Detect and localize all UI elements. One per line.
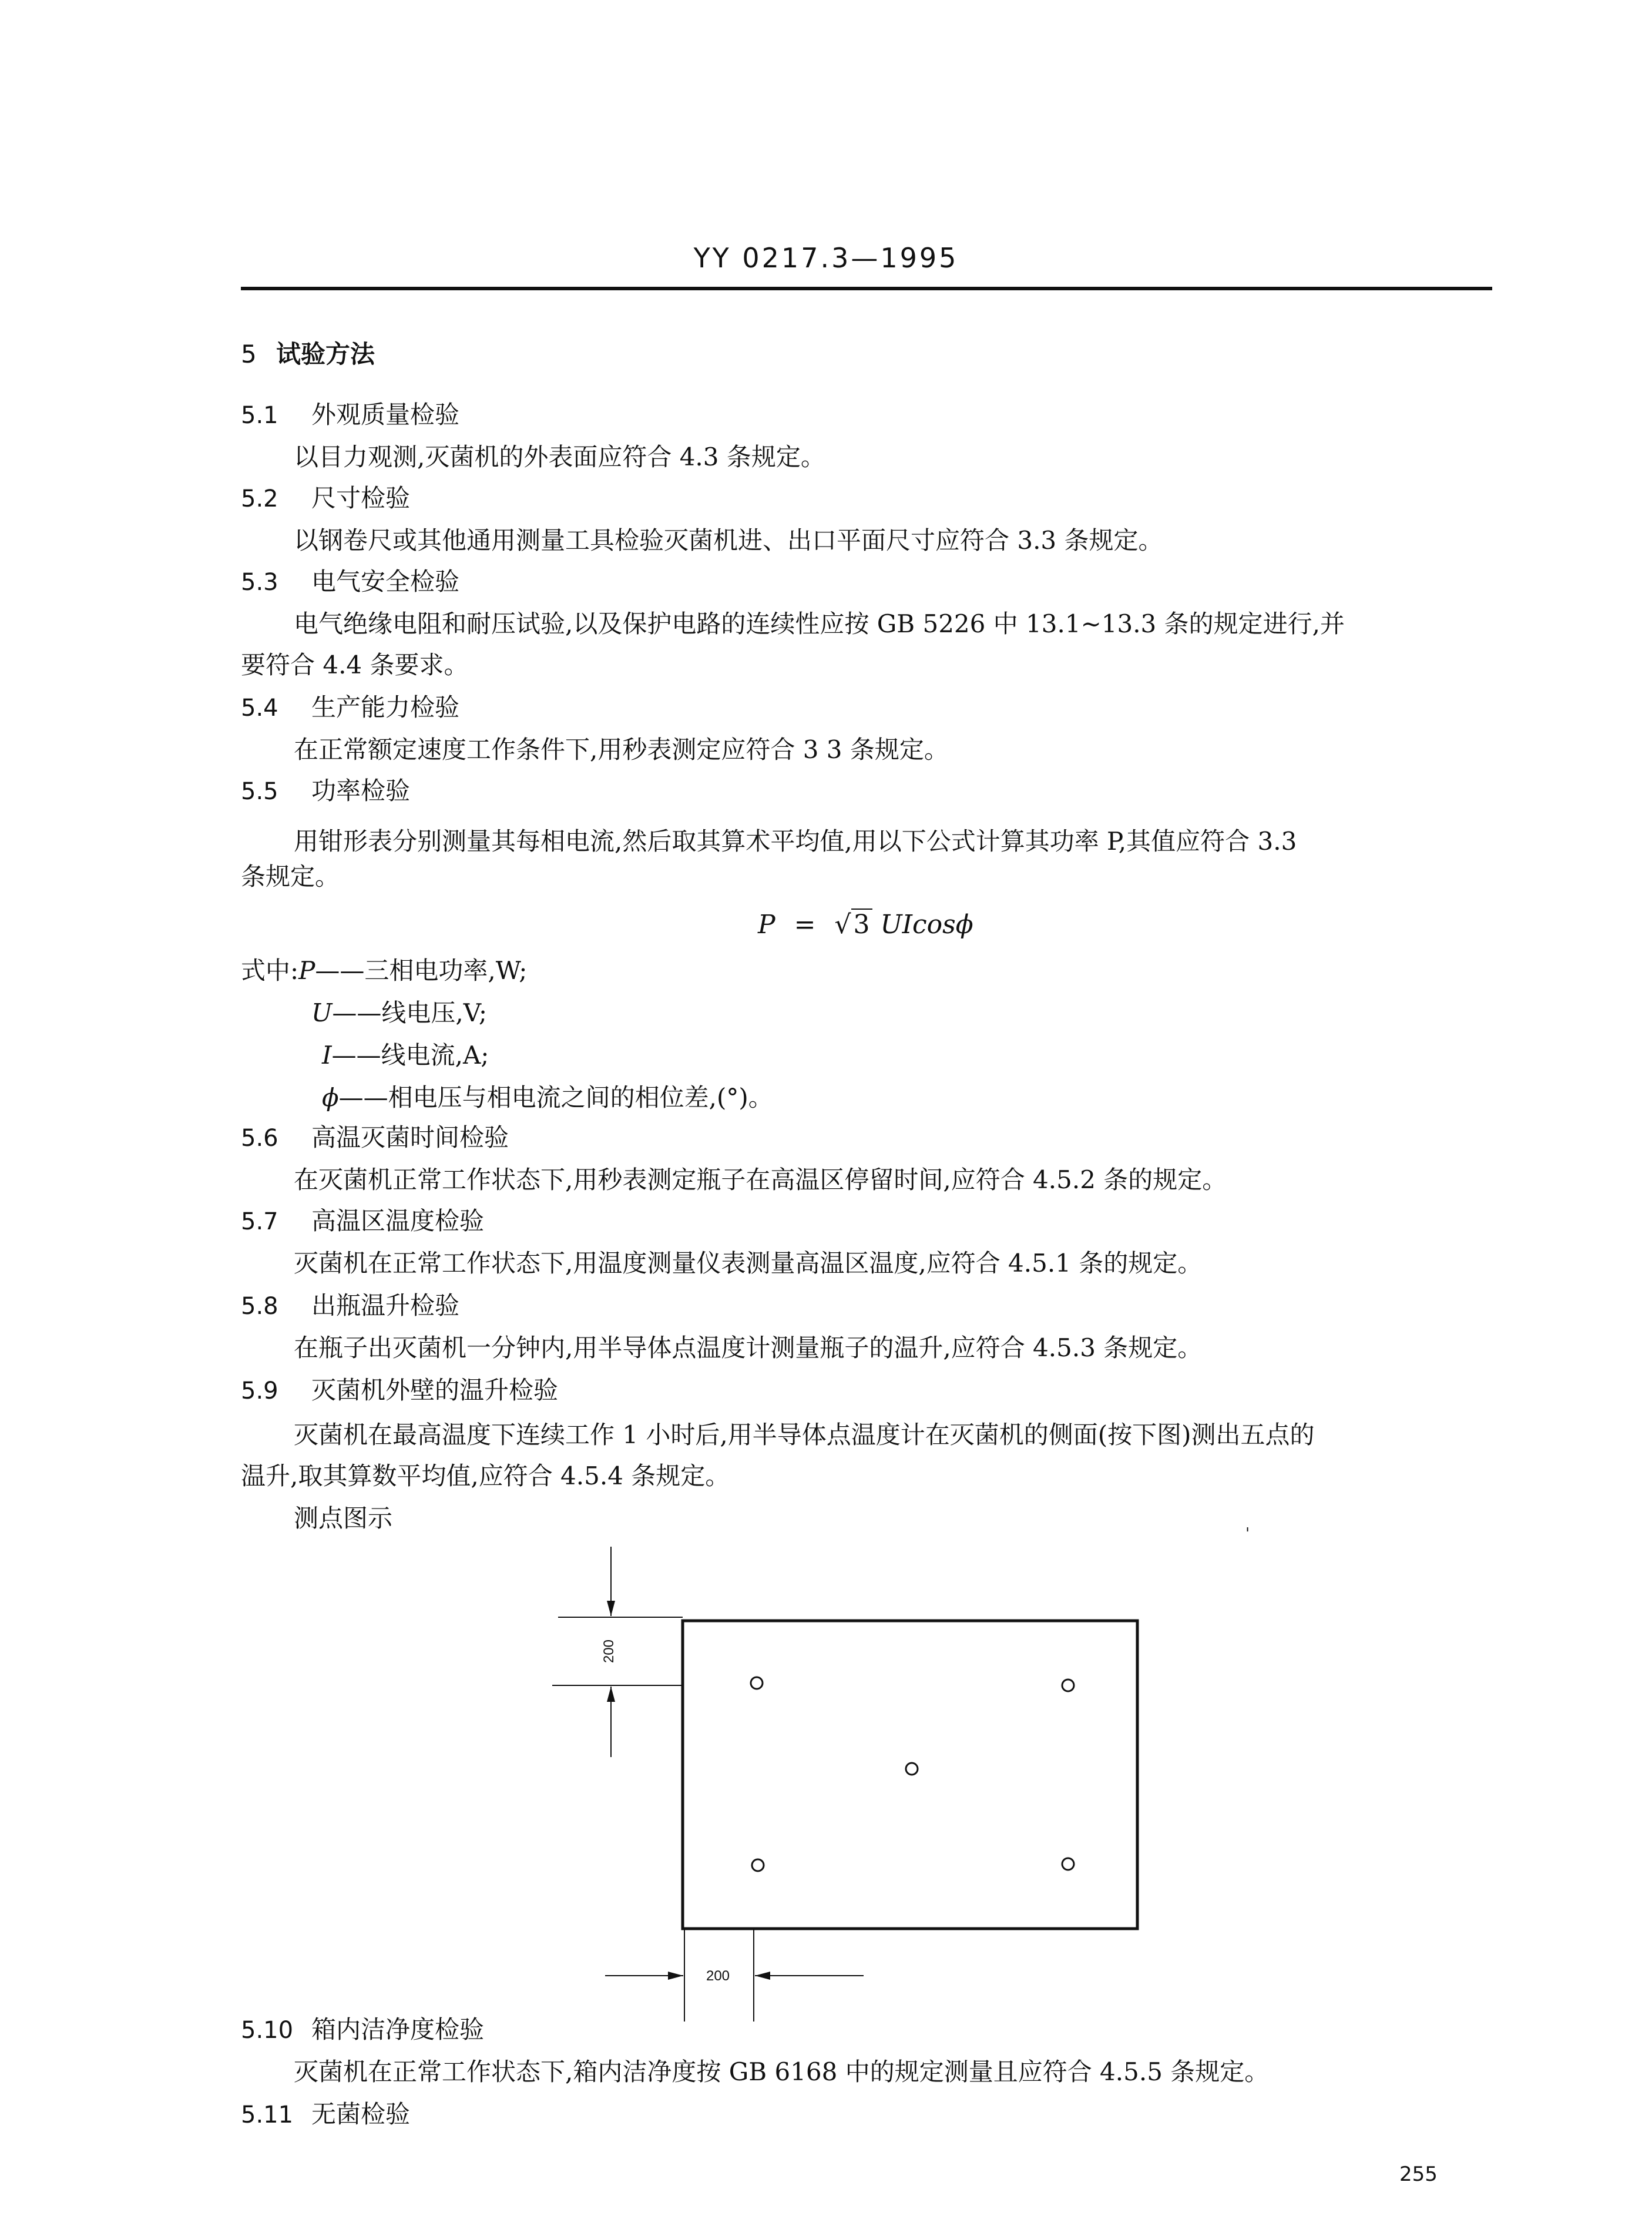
legend-dash: —— xyxy=(315,956,365,985)
item-title: 出瓶温升检验 xyxy=(311,1291,460,1320)
item-text-line: 灭菌机在最高温度下连续工作 1 小时后,用半导体点温度计在灭菌机的侧面(按下图)测出五点的 xyxy=(294,1420,1315,1449)
item-title: 电气安全检验 xyxy=(311,567,460,596)
legend-symbol: P xyxy=(298,956,315,985)
formula-sqrt-arg: 3 xyxy=(851,909,872,940)
section-title: 试验方法 xyxy=(276,340,375,368)
item-text-line: 温升,取其算数平均值,应符合 4.5.4 条规定。 xyxy=(241,1461,730,1490)
formula-equals: = xyxy=(794,910,816,940)
measurement-point xyxy=(752,1859,764,1871)
item-text-line: 在灭菌机正常工作状态下,用秒表测定瓶子在高温区停留时间,应符合 4.5.2 条的规定。 xyxy=(294,1165,1227,1194)
item-text-line: 在瓶子出灭菌机一分钟内,用半导体点温度计测量瓶子的温升,应符合 4.5.3 条规定。 xyxy=(294,1333,1203,1362)
item-title: 外观质量检验 xyxy=(311,400,460,429)
item-text-line: 在正常额定速度工作条件下,用秒表测定应符合 3 3 条规定。 xyxy=(294,735,949,764)
legend-symbol: ϕ xyxy=(322,1083,339,1112)
arrow-right-icon xyxy=(668,1972,683,1980)
item-heading xyxy=(241,2099,410,2130)
arrow-left-icon xyxy=(755,1972,770,1980)
item-title: 箱内洁净度检验 xyxy=(311,2015,485,2044)
item-title: 高温区温度检验 xyxy=(311,1206,485,1235)
legend-dash: —— xyxy=(331,1041,381,1070)
measurement-point xyxy=(1062,1679,1074,1691)
item-number: 5.7 xyxy=(241,1208,278,1235)
item-number: 5.9 xyxy=(241,1377,278,1404)
formula-rhs: UIcosϕ xyxy=(880,910,973,940)
item-text-line: 电气绝缘电阻和耐压试验,以及保护电路的连续性应按 GB 5226 中 13.1~13.3 条的规定进行,并 xyxy=(294,609,1345,638)
sqrt-icon: √ xyxy=(834,910,851,940)
arrow-up-icon xyxy=(607,1687,615,1702)
legend-desc: 线电流,A; xyxy=(381,1041,489,1070)
measurement-point xyxy=(906,1763,918,1775)
item-title: 无菌检验 xyxy=(311,2100,411,2128)
stray-mark: ' xyxy=(1245,1525,1250,1543)
item-number: 5.11 xyxy=(241,2101,294,2128)
item-text-line: 灭菌机在正常工作状态下,用温度测量仪表测量高温区温度,应符合 4.5.1 条的规定。 xyxy=(294,1249,1203,1278)
diagram-caption: 测点图示 xyxy=(294,1504,393,1533)
legend-symbol: U xyxy=(311,998,333,1027)
measurement-point xyxy=(1062,1858,1074,1870)
legend-dash: —— xyxy=(332,998,382,1027)
item-number: 5.6 xyxy=(241,1125,278,1152)
legend-intro: 式中: xyxy=(241,956,299,985)
legend-desc: 线电压,V; xyxy=(381,998,488,1027)
section-number: 5 xyxy=(241,340,257,368)
formula-lhs: P xyxy=(758,910,775,940)
item-text-line: 用钳形表分别测量其每相电流,然后取其算术平均值,用以下公式计算其功率 P,其值应符合 3.3 xyxy=(294,827,1297,856)
item-text-line: 条规定。 xyxy=(241,862,340,891)
item-title: 生产能力检验 xyxy=(311,693,460,722)
legend-dash: —— xyxy=(338,1083,388,1112)
item-number: 5.10 xyxy=(241,2017,294,2044)
item-number: 5.1 xyxy=(241,402,278,429)
item-number: 5.8 xyxy=(241,1293,278,1320)
legend-desc: 相电压与相电流之间的相位差,(°)。 xyxy=(388,1083,773,1112)
item-heading xyxy=(241,2014,484,2046)
item-text-line: 灭菌机在正常工作状态下,箱内洁净度按 GB 6168 中的规定测量且应符合 4.5.5 条规定。 xyxy=(294,2057,1270,2086)
item-text-line: 要符合 4.4 条要求。 xyxy=(241,651,469,679)
item-title: 高温灭菌时间检验 xyxy=(311,1123,509,1152)
document-header: YY 0217.3—1995 xyxy=(693,242,959,274)
item-number: 5.2 xyxy=(241,485,278,512)
arrow-down-icon xyxy=(607,1601,615,1616)
page-number: 255 xyxy=(1399,2163,1438,2186)
dimension-label-horizontal: 200 xyxy=(706,1968,730,1984)
item-title: 灭菌机外壁的温升检验 xyxy=(311,1376,559,1404)
item-text-line: 以目力观测,灭菌机的外表面应符合 4.3 条规定。 xyxy=(294,442,825,471)
item-number: 5.5 xyxy=(241,778,278,805)
item-number: 5.4 xyxy=(241,695,278,722)
legend-desc: 三相电功率,W; xyxy=(364,956,528,985)
item-title: 功率检验 xyxy=(311,776,411,805)
dimension-label-vertical: 200 xyxy=(601,1639,617,1664)
item-title: 尺寸检验 xyxy=(311,484,411,512)
legend-symbol: I xyxy=(322,1041,332,1070)
measurement-point xyxy=(751,1677,763,1689)
item-text-line: 以钢卷尺或其他通用测量工具检验灭菌机进、出口平面尺寸应符合 3.3 条规定。 xyxy=(294,526,1163,555)
item-number: 5.3 xyxy=(241,569,278,596)
